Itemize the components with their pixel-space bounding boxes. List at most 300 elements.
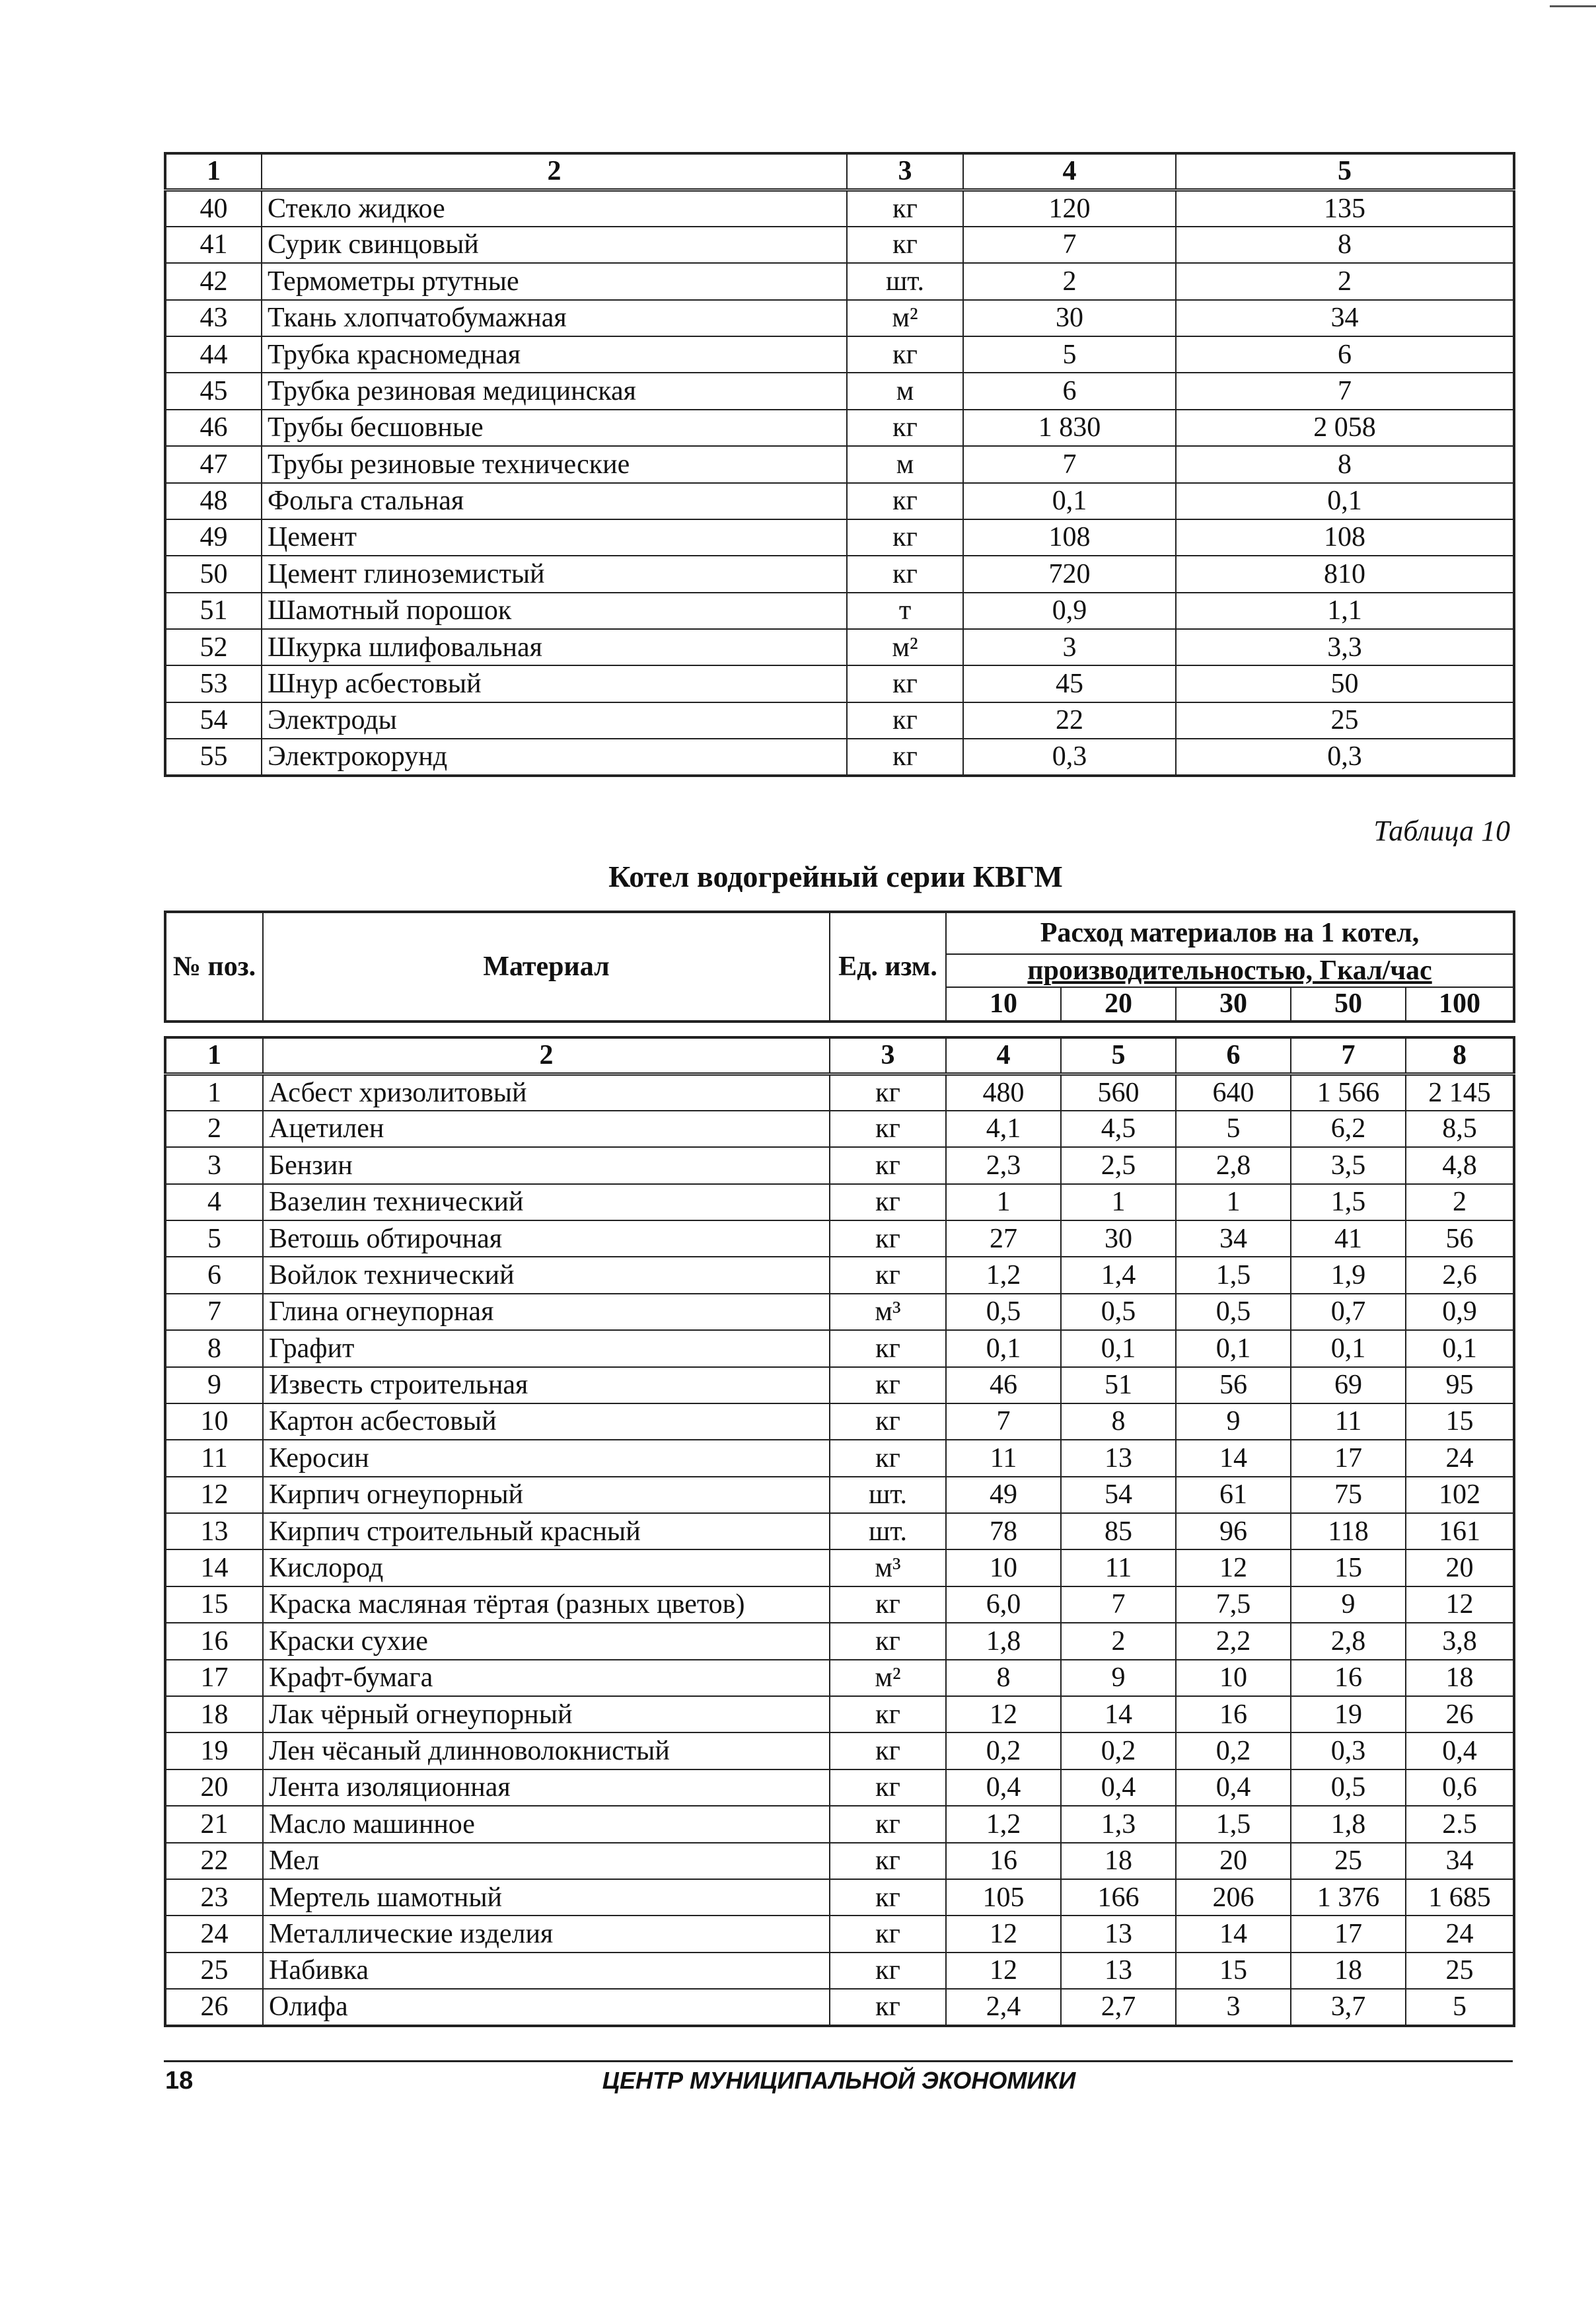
- quantity-cell: 0,3: [1176, 739, 1514, 775]
- table-row: [165, 373, 1514, 409]
- table-row: [165, 1220, 1514, 1257]
- unit-cell: кг: [830, 1440, 946, 1476]
- column-numbering-row: [165, 153, 1514, 190]
- row-position: 23: [165, 1879, 263, 1916]
- row-position: 42: [165, 263, 262, 299]
- quantity-cell: 2,6: [1406, 1257, 1514, 1293]
- material-name: Керосин: [263, 1440, 830, 1476]
- table-row: [165, 739, 1514, 775]
- table-row: [165, 519, 1514, 556]
- footer-divider: [164, 2060, 1513, 2062]
- quantity-cell: 11: [1061, 1549, 1176, 1586]
- quantity-cell: 27: [946, 1220, 1061, 1257]
- quantity-cell: 56: [1176, 1367, 1291, 1403]
- quantity-cell: 0,1: [946, 1330, 1061, 1366]
- quantity-cell: 1,8: [946, 1623, 1061, 1659]
- quantity-cell: 51: [1061, 1367, 1176, 1403]
- unit-cell: кг: [847, 483, 963, 519]
- quantity-cell: 30: [1061, 1220, 1176, 1257]
- material-name: Ветошь обтирочная: [263, 1220, 830, 1257]
- row-position: 20: [165, 1769, 263, 1806]
- quantity-cell: 14: [1061, 1696, 1176, 1732]
- row-position: 22: [165, 1843, 263, 1879]
- quantity-cell: 25: [1406, 1953, 1514, 1989]
- row-position: 41: [165, 227, 262, 263]
- unit-cell: м²: [830, 1660, 946, 1696]
- table-caption: Таблица 10: [1373, 815, 1510, 847]
- header-group-line2: производительностью, Гкал/час: [946, 954, 1514, 987]
- quantity-cell: 0,7: [1291, 1294, 1406, 1330]
- material-name: Краски сухие: [263, 1623, 830, 1659]
- material-name: Трубка резиновая медицинская: [262, 373, 847, 409]
- table-row: [165, 1403, 1514, 1440]
- table-row: [165, 593, 1514, 629]
- quantity-cell: 0,3: [963, 739, 1176, 775]
- material-name: Лента изоляционная: [263, 1769, 830, 1806]
- quantity-cell: 0,5: [946, 1294, 1061, 1330]
- quantity-cell: 10: [946, 1549, 1061, 1586]
- quantity-cell: 7: [946, 1403, 1061, 1440]
- unit-cell: кг: [830, 1257, 946, 1293]
- boiler-table-header: [164, 911, 1515, 1023]
- column-number: 8: [1406, 1037, 1514, 1074]
- quantity-cell: 0,1: [1176, 483, 1514, 519]
- table-row: [165, 1074, 1514, 1110]
- column-number: 2: [263, 1037, 830, 1074]
- table-row: [165, 1330, 1514, 1366]
- row-position: 3: [165, 1147, 263, 1183]
- row-position: 43: [165, 300, 262, 336]
- unit-cell: м: [847, 446, 963, 482]
- unit-cell: кг: [847, 336, 963, 373]
- table-row: [165, 190, 1514, 226]
- quantity-cell: 49: [946, 1477, 1061, 1513]
- quantity-cell: 16: [946, 1843, 1061, 1879]
- material-name: Шамотный порошок: [262, 593, 847, 629]
- quantity-cell: 18: [1291, 1953, 1406, 1989]
- material-name: Известь строительная: [263, 1367, 830, 1403]
- quantity-cell: 7: [963, 227, 1176, 263]
- table-row: [165, 1549, 1514, 1586]
- material-name: Шкурка шлифовальная: [262, 629, 847, 665]
- unit-cell: шт.: [830, 1477, 946, 1513]
- table-row: [165, 1147, 1514, 1183]
- unit-cell: кг: [847, 665, 963, 702]
- quantity-cell: 6: [963, 373, 1176, 409]
- material-name: Цемент: [262, 519, 847, 556]
- quantity-cell: 0,6: [1406, 1769, 1514, 1806]
- table-row: [165, 1440, 1514, 1476]
- table-row: [165, 556, 1514, 592]
- quantity-cell: 6,0: [946, 1586, 1061, 1623]
- unit-cell: кг: [830, 1403, 946, 1440]
- quantity-cell: 135: [1176, 190, 1514, 226]
- quantity-cell: 810: [1176, 556, 1514, 592]
- material-name: Трубы резиновые технические: [262, 446, 847, 482]
- quantity-cell: 19: [1291, 1696, 1406, 1732]
- quantity-cell: 166: [1061, 1879, 1176, 1916]
- quantity-cell: 3: [1176, 1989, 1291, 2025]
- unit-cell: кг: [830, 1367, 946, 1403]
- quantity-cell: 3: [963, 629, 1176, 665]
- material-name: Фольга стальная: [262, 483, 847, 519]
- material-name: Картон асбестовый: [263, 1403, 830, 1440]
- column-numbering-row: [165, 1037, 1514, 1074]
- materials-table-continued: [164, 152, 1515, 777]
- row-position: 26: [165, 1989, 263, 2025]
- quantity-cell: 8: [1176, 227, 1514, 263]
- unit-cell: кг: [830, 1111, 946, 1147]
- quantity-cell: 1,5: [1176, 1257, 1291, 1293]
- quantity-cell: 75: [1291, 1477, 1406, 1513]
- table-row: [165, 1294, 1514, 1330]
- quantity-cell: 7,5: [1176, 1586, 1291, 1623]
- quantity-cell: 6: [1176, 336, 1514, 373]
- row-position: 18: [165, 1696, 263, 1732]
- table-row: [165, 1769, 1514, 1806]
- row-position: 13: [165, 1513, 263, 1549]
- quantity-cell: 24: [1406, 1916, 1514, 1952]
- quantity-cell: 24: [1406, 1440, 1514, 1476]
- quantity-cell: 2,8: [1176, 1147, 1291, 1183]
- quantity-cell: 95: [1406, 1367, 1514, 1403]
- unit-cell: кг: [830, 1769, 946, 1806]
- quantity-cell: 3,7: [1291, 1989, 1406, 2025]
- quantity-cell: 14: [1176, 1440, 1291, 1476]
- unit-cell: кг: [830, 1147, 946, 1183]
- column-number: 2: [262, 153, 847, 190]
- table-row: [165, 629, 1514, 665]
- column-number: 4: [963, 153, 1176, 190]
- table-title: Котел водогрейный серии КВГМ: [608, 860, 1063, 893]
- quantity-cell: 69: [1291, 1367, 1406, 1403]
- quantity-cell: 0,3: [1291, 1732, 1406, 1769]
- table-row: [165, 702, 1514, 739]
- page-number: 18: [165, 2067, 194, 2095]
- row-position: 5: [165, 1220, 263, 1257]
- unit-cell: шт.: [830, 1513, 946, 1549]
- table-row: [165, 1916, 1514, 1952]
- quantity-cell: 2,3: [946, 1147, 1061, 1183]
- row-position: 9: [165, 1367, 263, 1403]
- quantity-cell: 118: [1291, 1513, 1406, 1549]
- quantity-cell: 7: [963, 446, 1176, 482]
- quantity-cell: 4,8: [1406, 1147, 1514, 1183]
- column-number: 3: [847, 153, 963, 190]
- unit-cell: м²: [847, 629, 963, 665]
- column-number: 6: [1176, 1037, 1291, 1074]
- quantity-cell: 640: [1176, 1074, 1291, 1110]
- table-row: [165, 1660, 1514, 1696]
- row-position: 7: [165, 1294, 263, 1330]
- row-position: 1: [165, 1074, 263, 1110]
- quantity-cell: 56: [1406, 1220, 1514, 1257]
- quantity-cell: 50: [1176, 665, 1514, 702]
- unit-cell: кг: [830, 1806, 946, 1842]
- quantity-cell: 8,5: [1406, 1111, 1514, 1147]
- unit-cell: кг: [830, 1184, 946, 1220]
- material-name: Набивка: [263, 1953, 830, 1989]
- material-name: Войлок технический: [263, 1257, 830, 1293]
- table-row: [165, 227, 1514, 263]
- quantity-cell: 0,9: [963, 593, 1176, 629]
- quantity-cell: 9: [1176, 1403, 1291, 1440]
- quantity-cell: 0,5: [1061, 1294, 1176, 1330]
- quantity-cell: 1,1: [1176, 593, 1514, 629]
- quantity-cell: 2,7: [1061, 1989, 1176, 2025]
- material-name: Трубка красномедная: [262, 336, 847, 373]
- column-number: 4: [946, 1037, 1061, 1074]
- quantity-cell: 3,3: [1176, 629, 1514, 665]
- column-number: 1: [165, 1037, 263, 1074]
- quantity-cell: 2.5: [1406, 1806, 1514, 1842]
- quantity-cell: 46: [946, 1367, 1061, 1403]
- header-unit: Ед. изм.: [830, 912, 946, 1022]
- table-row: [165, 1367, 1514, 1403]
- quantity-cell: 1,5: [1291, 1184, 1406, 1220]
- quantity-cell: 2,5: [1061, 1147, 1176, 1183]
- row-position: 8: [165, 1330, 263, 1366]
- quantity-cell: 13: [1061, 1440, 1176, 1476]
- quantity-cell: 61: [1176, 1477, 1291, 1513]
- table-row: [165, 446, 1514, 482]
- quantity-cell: 8: [946, 1660, 1061, 1696]
- material-name: Сурик свинцовый: [262, 227, 847, 263]
- quantity-cell: 2: [1061, 1623, 1176, 1659]
- quantity-cell: 1,9: [1291, 1257, 1406, 1293]
- quantity-cell: 16: [1291, 1660, 1406, 1696]
- quantity-cell: 9: [1291, 1586, 1406, 1623]
- material-name: Лен чёсаный длинноволокнистый: [263, 1732, 830, 1769]
- quantity-cell: 102: [1406, 1477, 1514, 1513]
- quantity-cell: 1: [946, 1184, 1061, 1220]
- quantity-cell: 0,1: [1291, 1330, 1406, 1366]
- material-name: Термометры ртутные: [262, 263, 847, 299]
- material-name: Ацетилен: [263, 1111, 830, 1147]
- quantity-cell: 7: [1061, 1586, 1176, 1623]
- quantity-cell: 2 145: [1406, 1074, 1514, 1110]
- quantity-cell: 6,2: [1291, 1111, 1406, 1147]
- unit-cell: кг: [830, 1916, 946, 1952]
- unit-cell: т: [847, 593, 963, 629]
- table-row: [165, 1806, 1514, 1842]
- unit-cell: кг: [847, 227, 963, 263]
- quantity-cell: 5: [1176, 1111, 1291, 1147]
- unit-cell: кг: [847, 190, 963, 226]
- quantity-cell: 2,4: [946, 1989, 1061, 2025]
- quantity-cell: 41: [1291, 1220, 1406, 1257]
- quantity-cell: 13: [1061, 1953, 1176, 1989]
- row-position: 50: [165, 556, 262, 592]
- footer-publisher: ЦЕНТР МУНИЦИПАЛЬНОЙ ЭКОНОМИКИ: [602, 2067, 1076, 2094]
- material-name: Асбест хризолитовый: [263, 1074, 830, 1110]
- quantity-cell: 4,5: [1061, 1111, 1176, 1147]
- quantity-cell: 11: [946, 1440, 1061, 1476]
- table-row: [165, 336, 1514, 373]
- row-position: 53: [165, 665, 262, 702]
- table-row: [165, 1879, 1514, 1916]
- quantity-cell: 0,1: [1176, 1330, 1291, 1366]
- row-position: 16: [165, 1623, 263, 1659]
- quantity-cell: 2,2: [1176, 1623, 1291, 1659]
- quantity-cell: 54: [1061, 1477, 1176, 1513]
- unit-cell: м³: [830, 1549, 946, 1586]
- table-row: [165, 410, 1514, 446]
- quantity-cell: 0,2: [1176, 1732, 1291, 1769]
- quantity-cell: 108: [963, 519, 1176, 556]
- quantity-cell: 8: [1061, 1403, 1176, 1440]
- quantity-cell: 25: [1291, 1843, 1406, 1879]
- quantity-cell: 7: [1176, 373, 1514, 409]
- quantity-cell: 0,4: [1176, 1769, 1291, 1806]
- header-pos: № поз.: [165, 912, 263, 1022]
- quantity-cell: 9: [1061, 1660, 1176, 1696]
- quantity-cell: 3,8: [1406, 1623, 1514, 1659]
- material-name: Масло машинное: [263, 1806, 830, 1842]
- material-name: Графит: [263, 1330, 830, 1366]
- material-name: Ткань хлопчатобумажная: [262, 300, 847, 336]
- material-name: Электроды: [262, 702, 847, 739]
- quantity-cell: 2 058: [1176, 410, 1514, 446]
- quantity-cell: 0,1: [963, 483, 1176, 519]
- table-row: [165, 1513, 1514, 1549]
- unit-cell: кг: [847, 702, 963, 739]
- material-name: Кислород: [263, 1549, 830, 1586]
- quantity-cell: 0,1: [1061, 1330, 1176, 1366]
- unit-cell: шт.: [847, 263, 963, 299]
- unit-cell: кг: [830, 1586, 946, 1623]
- header-group-line1: Расход материалов на 1 котел,: [946, 912, 1514, 954]
- quantity-cell: 1,2: [946, 1257, 1061, 1293]
- quantity-cell: 22: [963, 702, 1176, 739]
- row-position: 17: [165, 1660, 263, 1696]
- quantity-cell: 3,5: [1291, 1147, 1406, 1183]
- quantity-cell: 12: [1176, 1549, 1291, 1586]
- row-position: 10: [165, 1403, 263, 1440]
- quantity-cell: 12: [1406, 1586, 1514, 1623]
- row-position: 12: [165, 1477, 263, 1513]
- unit-cell: кг: [830, 1696, 946, 1732]
- unit-cell: кг: [830, 1074, 946, 1110]
- quantity-cell: 1,5: [1176, 1806, 1291, 1842]
- row-position: 25: [165, 1953, 263, 1989]
- unit-cell: кг: [847, 556, 963, 592]
- quantity-cell: 8: [1176, 446, 1514, 482]
- material-name: Цемент глиноземистый: [262, 556, 847, 592]
- unit-cell: кг: [847, 410, 963, 446]
- header-capacity-30: 30: [1176, 987, 1291, 1021]
- unit-cell: кг: [830, 1220, 946, 1257]
- quantity-cell: 45: [963, 665, 1176, 702]
- material-name: Металлические изделия: [263, 1916, 830, 1952]
- quantity-cell: 15: [1406, 1403, 1514, 1440]
- quantity-cell: 17: [1291, 1440, 1406, 1476]
- quantity-cell: 1 685: [1406, 1879, 1514, 1916]
- row-position: 21: [165, 1806, 263, 1842]
- material-name: Шнур асбестовый: [262, 665, 847, 702]
- row-position: 44: [165, 336, 262, 373]
- unit-cell: кг: [830, 1989, 946, 2025]
- quantity-cell: 20: [1176, 1843, 1291, 1879]
- quantity-cell: 15: [1291, 1549, 1406, 1586]
- quantity-cell: 2: [1176, 263, 1514, 299]
- table-row: [165, 665, 1514, 702]
- quantity-cell: 0,2: [1061, 1732, 1176, 1769]
- material-name: Электрокорунд: [262, 739, 847, 775]
- unit-cell: кг: [830, 1623, 946, 1659]
- quantity-cell: 15: [1176, 1953, 1291, 1989]
- material-name: Стекло жидкое: [262, 190, 847, 226]
- unit-cell: кг: [830, 1953, 946, 1989]
- quantity-cell: 34: [1176, 1220, 1291, 1257]
- table-row: [165, 1586, 1514, 1623]
- material-name: Кирпич огнеупорный: [263, 1477, 830, 1513]
- quantity-cell: 12: [946, 1916, 1061, 1952]
- row-position: 15: [165, 1586, 263, 1623]
- table-row: [165, 300, 1514, 336]
- material-name: Глина огнеупорная: [263, 1294, 830, 1330]
- row-position: 45: [165, 373, 262, 409]
- quantity-cell: 78: [946, 1513, 1061, 1549]
- quantity-cell: 1,4: [1061, 1257, 1176, 1293]
- quantity-cell: 1,3: [1061, 1806, 1176, 1842]
- table-row: [165, 1732, 1514, 1769]
- material-name: Кирпич строительный красный: [263, 1513, 830, 1549]
- quantity-cell: 720: [963, 556, 1176, 592]
- quantity-cell: 30: [963, 300, 1176, 336]
- unit-cell: кг: [847, 739, 963, 775]
- table-row: [165, 1623, 1514, 1659]
- table-row: [165, 1843, 1514, 1879]
- quantity-cell: 0,4: [946, 1769, 1061, 1806]
- unit-cell: кг: [830, 1879, 946, 1916]
- material-name: Вазелин технический: [263, 1184, 830, 1220]
- quantity-cell: 11: [1291, 1403, 1406, 1440]
- material-name: Краска масляная тёртая (разных цветов): [263, 1586, 830, 1623]
- column-number: 7: [1291, 1037, 1406, 1074]
- row-position: 54: [165, 702, 262, 739]
- material-name: Крафт-бумага: [263, 1660, 830, 1696]
- header-material: Материал: [263, 912, 830, 1022]
- quantity-cell: 17: [1291, 1916, 1406, 1952]
- quantity-cell: 120: [963, 190, 1176, 226]
- quantity-cell: 5: [1406, 1989, 1514, 2025]
- header-capacity-20: 20: [1061, 987, 1176, 1021]
- quantity-cell: 2: [963, 263, 1176, 299]
- quantity-cell: 1 566: [1291, 1074, 1406, 1110]
- table-row: [165, 1111, 1514, 1147]
- quantity-cell: 4,1: [946, 1111, 1061, 1147]
- row-position: 47: [165, 446, 262, 482]
- quantity-cell: 108: [1176, 519, 1514, 556]
- column-number: 5: [1176, 153, 1514, 190]
- corner-mark: [1550, 0, 1596, 7]
- column-number: 1: [165, 153, 262, 190]
- quantity-cell: 26: [1406, 1696, 1514, 1732]
- quantity-cell: 161: [1406, 1513, 1514, 1549]
- unit-cell: м³: [830, 1294, 946, 1330]
- material-name: Олифа: [263, 1989, 830, 2025]
- row-position: 52: [165, 629, 262, 665]
- row-position: 48: [165, 483, 262, 519]
- quantity-cell: 18: [1406, 1660, 1514, 1696]
- quantity-cell: 480: [946, 1074, 1061, 1110]
- table-row: [165, 483, 1514, 519]
- header-capacity-50: 50: [1291, 987, 1406, 1021]
- quantity-cell: 1,8: [1291, 1806, 1406, 1842]
- material-name: Мертель шамотный: [263, 1879, 830, 1916]
- table-row: [165, 1696, 1514, 1732]
